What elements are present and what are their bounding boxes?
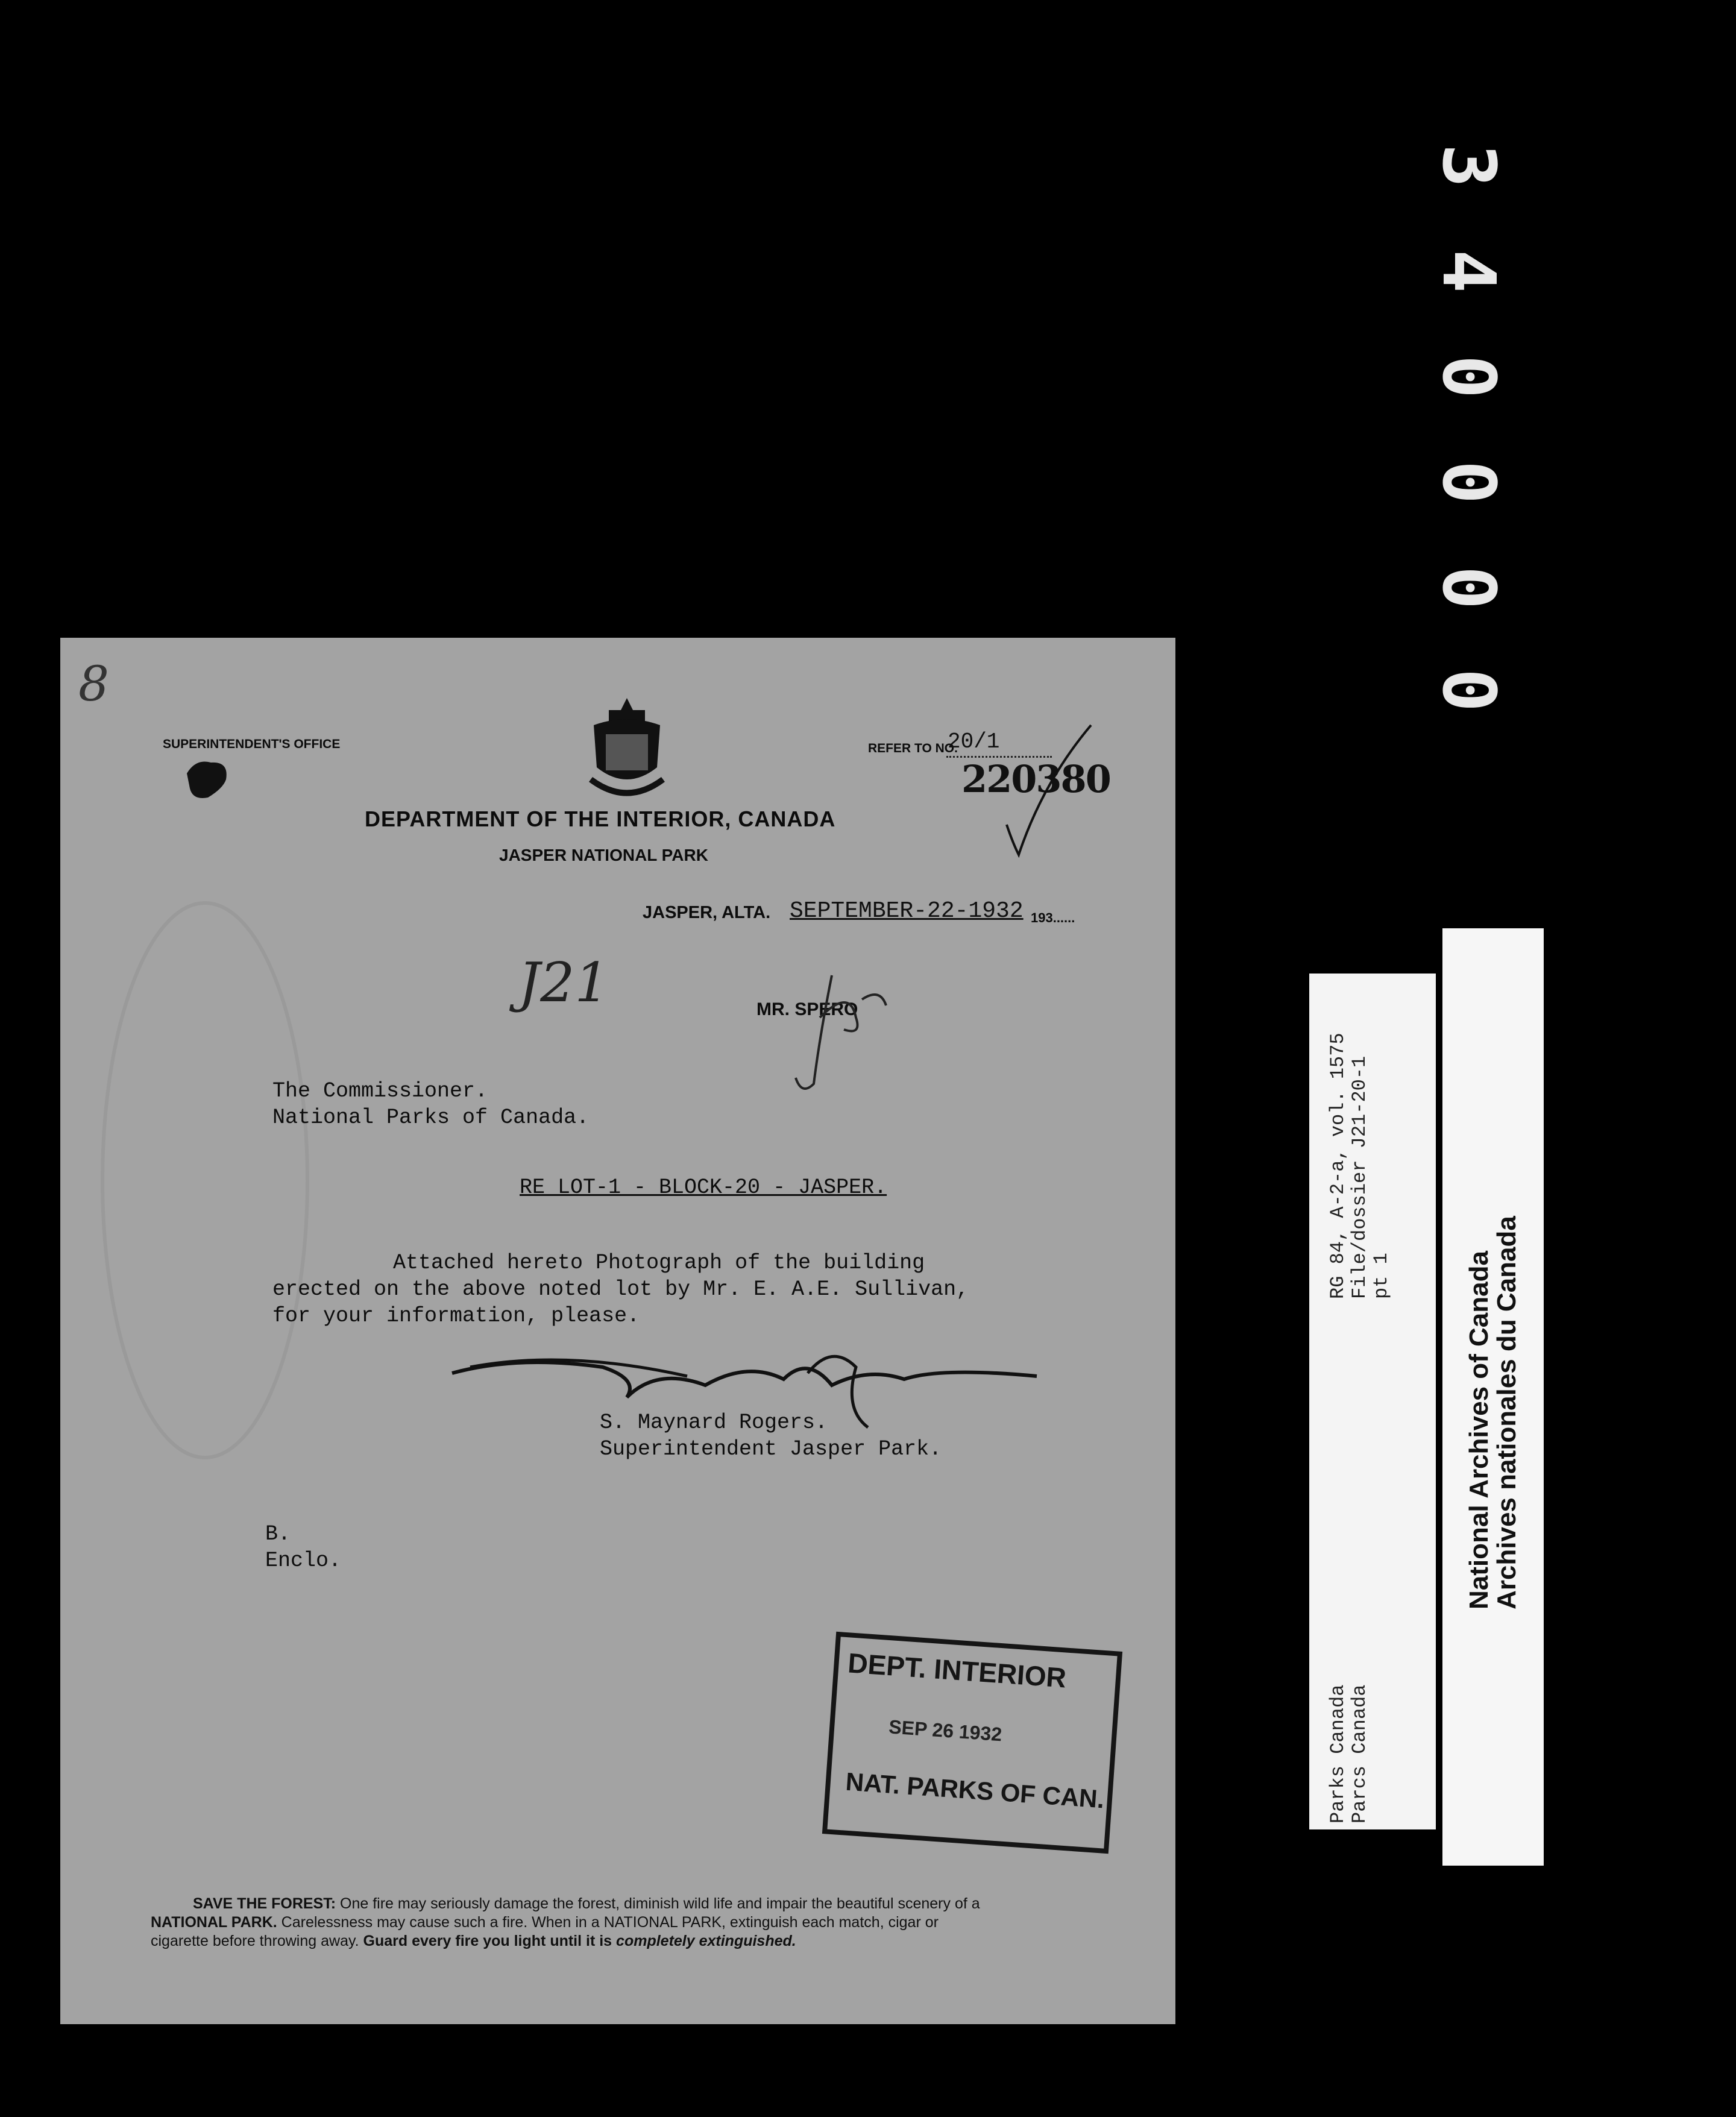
frame-digit: 0 (1426, 565, 1510, 610)
reference-line-3: pt 1 (1370, 1253, 1392, 1299)
typist-initials: B. (265, 1522, 291, 1546)
footer-lead: SAVE THE FOREST: (193, 1895, 336, 1912)
department-heading: DEPARTMENT OF THE INTERIOR, CANADA (365, 807, 836, 831)
footer-text-3: cigarette before throwing away. (151, 1933, 359, 1949)
frame-digit: 0 (1426, 354, 1510, 399)
park-heading: JASPER NATIONAL PARK (499, 846, 708, 864)
office-label: SUPERINTENDENT'S OFFICE (163, 737, 341, 751)
microfilm-frame-number (1423, 121, 1513, 711)
year-suffix: 193...... (1031, 910, 1075, 925)
footer-text-2-bold: NATIONAL PARK. (151, 1914, 277, 1931)
ink-blot (181, 755, 235, 804)
body-line-3: for your information, please. (272, 1304, 640, 1328)
addressee-line-2: National Parks of Canada. (272, 1106, 590, 1130)
file-note-handwriting: J21 (518, 951, 609, 1014)
letter-sheet (60, 638, 1175, 2024)
handwritten-initials (784, 963, 904, 1102)
frame-digit: 0 (1426, 668, 1510, 712)
frame-digit: 4 (1426, 249, 1510, 294)
enclosure-note: Enclo. (265, 1549, 342, 1573)
archives-name-en: National Archives of Canada (1464, 1251, 1494, 1609)
attention-line: MR. SPERO (756, 999, 858, 1019)
stamp-date: SEP 26 1932 (888, 1716, 1003, 1746)
addressee-line-1: The Commissioner. (272, 1079, 488, 1103)
subject-line: RE LOT-1 - BLOCK-20 - JASPER. (520, 1175, 887, 1200)
frame-digit: 0 (1426, 460, 1510, 505)
reference-line-1: RG 84, A-2-a, vol. 1575 (1327, 1033, 1349, 1299)
footer-notice (151, 1895, 1145, 1951)
received-stamp (822, 1632, 1122, 1854)
organization-line-1: Parks Canada (1327, 1684, 1349, 1823)
frame-digit: 3 (1426, 143, 1510, 188)
file-stamp-number: 220380 (961, 757, 1110, 801)
footer-text-2: Carelessness may cause such a fire. When in a NATIONAL PARK, extinguish each match, cigar or (281, 1914, 939, 1931)
place-label: JASPER, ALTA. (643, 903, 771, 922)
stamp-department: DEPT. INTERIOR (846, 1647, 1068, 1694)
body-line-2: erected on the above noted lot by Mr. E. A.E. Sullivan, (272, 1277, 969, 1301)
refer-label: REFER TO NO. (868, 741, 958, 755)
archives-name-fr: Archives nationales du Canada (1492, 1216, 1521, 1609)
reference-label-card (1309, 974, 1436, 1829)
coat-of-arms-icon (582, 695, 672, 810)
check-mark (1001, 722, 1097, 861)
footer-text-3-bold: Guard every fire you light until it is (363, 1933, 612, 1949)
reference-line-2: File/dossier J21-20-1 (1348, 1055, 1371, 1299)
stamp-office: NAT. PARKS OF CAN. (844, 1767, 1105, 1814)
refer-number: 20/1 (948, 729, 1000, 754)
margin-mark: 8 (78, 656, 109, 712)
letter-date: SEPTEMBER-22-1932 (790, 898, 1024, 924)
body-line-1: Attached hereto Photograph of the building (393, 1251, 925, 1275)
archives-label-card (1442, 928, 1544, 1866)
ghost-imprint (96, 879, 350, 1482)
signatory-name: S. Maynard Rogers. (600, 1411, 828, 1435)
footer-text-1: One fire may seriously damage the forest, diminish wild life and impair the beautiful scenery of a (340, 1895, 980, 1912)
organization-line-2: Parcs Canada (1348, 1684, 1371, 1823)
signatory-title: Superintendent Jasper Park. (600, 1437, 942, 1461)
footer-text-3-italic: completely extinguished. (616, 1933, 796, 1949)
